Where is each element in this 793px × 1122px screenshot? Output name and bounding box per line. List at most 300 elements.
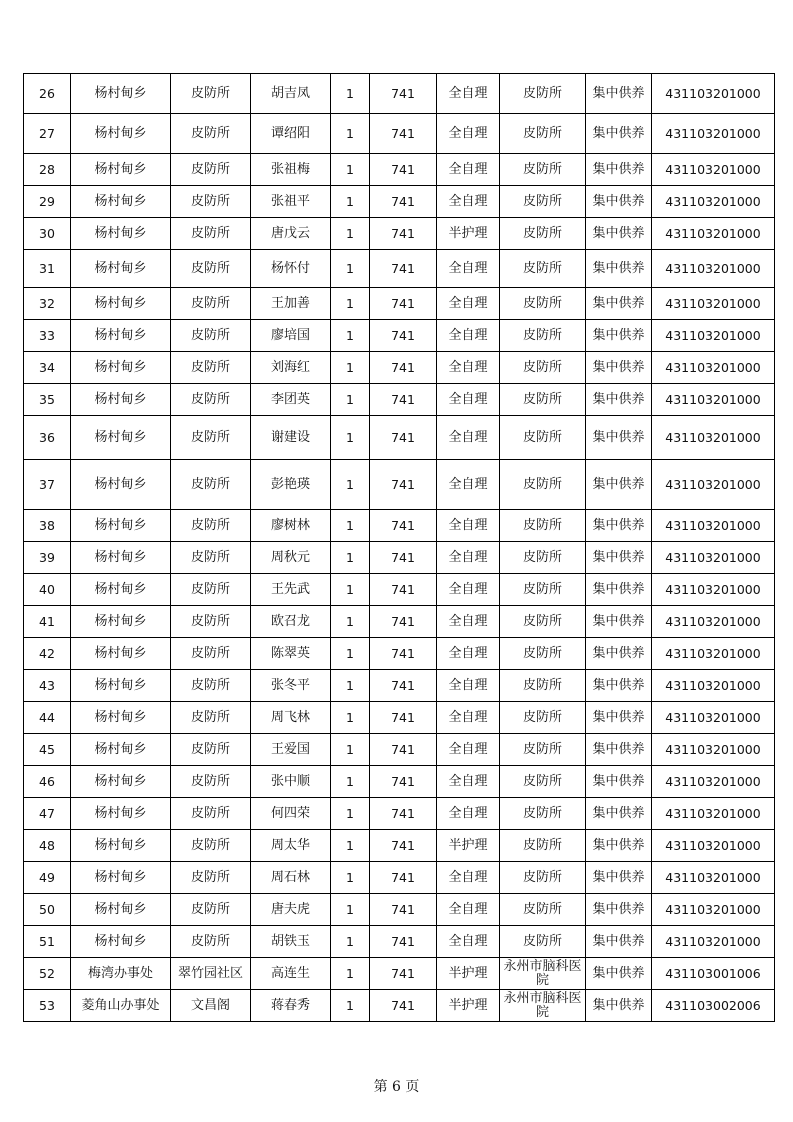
unit-cell: 皮防所 bbox=[171, 542, 251, 574]
amount-cell: 741 bbox=[370, 894, 437, 926]
unit-cell: 皮防所 bbox=[171, 510, 251, 542]
amount-cell: 741 bbox=[370, 154, 437, 186]
amount-cell: 741 bbox=[370, 384, 437, 416]
placement-cell: 皮防所 bbox=[500, 154, 586, 186]
township-cell: 杨村甸乡 bbox=[71, 250, 171, 288]
row-number: 50 bbox=[24, 894, 71, 926]
support-mode-cell: 集中供养 bbox=[586, 352, 652, 384]
township-cell: 杨村甸乡 bbox=[71, 352, 171, 384]
row-number: 51 bbox=[24, 926, 71, 958]
area-code-cell: 431103201000 bbox=[652, 288, 775, 320]
person-name-cell: 廖树林 bbox=[251, 510, 331, 542]
table-row bbox=[24, 606, 775, 638]
table-row bbox=[24, 670, 775, 702]
placement-cell: 皮防所 bbox=[500, 416, 586, 460]
care-level-cell: 全自理 bbox=[437, 74, 500, 114]
amount-cell: 741 bbox=[370, 798, 437, 830]
person-name-cell: 周石林 bbox=[251, 862, 331, 894]
support-mode-cell: 集中供养 bbox=[586, 798, 652, 830]
area-code-cell: 431103201000 bbox=[652, 734, 775, 766]
amount-cell: 741 bbox=[370, 574, 437, 606]
person-name-cell: 杨怀付 bbox=[251, 250, 331, 288]
person-name-cell: 高连生 bbox=[251, 958, 331, 990]
unit-cell: 皮防所 bbox=[171, 320, 251, 352]
row-number: 30 bbox=[24, 218, 71, 250]
count-cell: 1 bbox=[331, 766, 370, 798]
township-cell: 杨村甸乡 bbox=[71, 416, 171, 460]
area-code-cell: 431103201000 bbox=[652, 670, 775, 702]
amount-cell: 741 bbox=[370, 638, 437, 670]
amount-cell: 741 bbox=[370, 990, 437, 1022]
count-cell: 1 bbox=[331, 320, 370, 352]
township-cell: 杨村甸乡 bbox=[71, 734, 171, 766]
table-row bbox=[24, 702, 775, 734]
placement-cell: 皮防所 bbox=[500, 288, 586, 320]
table-row bbox=[24, 734, 775, 766]
person-name-cell: 廖培国 bbox=[251, 320, 331, 352]
table-row bbox=[24, 830, 775, 862]
township-cell: 杨村甸乡 bbox=[71, 670, 171, 702]
area-code-cell: 431103201000 bbox=[652, 542, 775, 574]
person-name-cell: 张中顺 bbox=[251, 766, 331, 798]
count-cell: 1 bbox=[331, 958, 370, 990]
unit-cell: 皮防所 bbox=[171, 638, 251, 670]
placement-cell: 皮防所 bbox=[500, 460, 586, 510]
row-number: 28 bbox=[24, 154, 71, 186]
placement-cell: 皮防所 bbox=[500, 766, 586, 798]
care-level-cell: 全自理 bbox=[437, 250, 500, 288]
person-name-cell: 胡吉凤 bbox=[251, 74, 331, 114]
count-cell: 1 bbox=[331, 416, 370, 460]
care-level-cell: 全自理 bbox=[437, 798, 500, 830]
count-cell: 1 bbox=[331, 218, 370, 250]
row-number: 45 bbox=[24, 734, 71, 766]
row-number: 40 bbox=[24, 574, 71, 606]
care-level-cell: 全自理 bbox=[437, 288, 500, 320]
count-cell: 1 bbox=[331, 574, 370, 606]
table-row bbox=[24, 288, 775, 320]
placement-cell: 皮防所 bbox=[500, 250, 586, 288]
support-mode-cell: 集中供养 bbox=[586, 958, 652, 990]
support-mode-cell: 集中供养 bbox=[586, 218, 652, 250]
table-row bbox=[24, 352, 775, 384]
placement-cell: 皮防所 bbox=[500, 320, 586, 352]
care-level-cell: 全自理 bbox=[437, 862, 500, 894]
count-cell: 1 bbox=[331, 734, 370, 766]
unit-cell: 皮防所 bbox=[171, 574, 251, 606]
area-code-cell: 431103201000 bbox=[652, 416, 775, 460]
unit-cell: 翠竹园社区 bbox=[171, 958, 251, 990]
township-cell: 杨村甸乡 bbox=[71, 510, 171, 542]
amount-cell: 741 bbox=[370, 702, 437, 734]
person-name-cell: 周飞林 bbox=[251, 702, 331, 734]
area-code-cell: 431103001006 bbox=[652, 958, 775, 990]
table-row bbox=[24, 638, 775, 670]
area-code-cell: 431103201000 bbox=[652, 352, 775, 384]
support-mode-cell: 集中供养 bbox=[586, 990, 652, 1022]
placement-cell: 皮防所 bbox=[500, 894, 586, 926]
table-body bbox=[24, 74, 775, 1022]
amount-cell: 741 bbox=[370, 320, 437, 352]
area-code-cell: 431103201000 bbox=[652, 154, 775, 186]
person-name-cell: 胡铁玉 bbox=[251, 926, 331, 958]
table-row bbox=[24, 926, 775, 958]
area-code-cell: 431103201000 bbox=[652, 74, 775, 114]
placement-cell: 永州市脑科医院 bbox=[500, 990, 586, 1022]
care-level-cell: 全自理 bbox=[437, 734, 500, 766]
amount-cell: 741 bbox=[370, 352, 437, 384]
placement-cell: 皮防所 bbox=[500, 114, 586, 154]
table-row bbox=[24, 416, 775, 460]
township-cell: 杨村甸乡 bbox=[71, 74, 171, 114]
township-cell: 杨村甸乡 bbox=[71, 638, 171, 670]
person-name-cell: 刘海红 bbox=[251, 352, 331, 384]
person-name-cell: 王先武 bbox=[251, 574, 331, 606]
township-cell: 杨村甸乡 bbox=[71, 926, 171, 958]
support-mode-cell: 集中供养 bbox=[586, 288, 652, 320]
support-mode-cell: 集中供养 bbox=[586, 114, 652, 154]
amount-cell: 741 bbox=[370, 926, 437, 958]
township-cell: 杨村甸乡 bbox=[71, 830, 171, 862]
unit-cell: 皮防所 bbox=[171, 702, 251, 734]
person-name-cell: 周秋元 bbox=[251, 542, 331, 574]
count-cell: 1 bbox=[331, 862, 370, 894]
support-mode-cell: 集中供养 bbox=[586, 606, 652, 638]
row-number: 53 bbox=[24, 990, 71, 1022]
person-name-cell: 张祖梅 bbox=[251, 154, 331, 186]
count-cell: 1 bbox=[331, 830, 370, 862]
table-row bbox=[24, 460, 775, 510]
count-cell: 1 bbox=[331, 288, 370, 320]
row-number: 47 bbox=[24, 798, 71, 830]
area-code-cell: 431103201000 bbox=[652, 250, 775, 288]
unit-cell: 皮防所 bbox=[171, 670, 251, 702]
amount-cell: 741 bbox=[370, 766, 437, 798]
support-mode-cell: 集中供养 bbox=[586, 702, 652, 734]
support-mode-cell: 集中供养 bbox=[586, 320, 652, 352]
count-cell: 1 bbox=[331, 542, 370, 574]
table-row bbox=[24, 186, 775, 218]
amount-cell: 741 bbox=[370, 958, 437, 990]
placement-cell: 皮防所 bbox=[500, 702, 586, 734]
township-cell: 杨村甸乡 bbox=[71, 460, 171, 510]
person-name-cell: 李团英 bbox=[251, 384, 331, 416]
care-level-cell: 全自理 bbox=[437, 186, 500, 218]
person-name-cell: 谭绍阳 bbox=[251, 114, 331, 154]
area-code-cell: 431103201000 bbox=[652, 798, 775, 830]
page-number: 第 6 页 bbox=[373, 1079, 420, 1095]
amount-cell: 741 bbox=[370, 218, 437, 250]
count-cell: 1 bbox=[331, 670, 370, 702]
row-number: 34 bbox=[24, 352, 71, 384]
placement-cell: 皮防所 bbox=[500, 830, 586, 862]
care-level-cell: 全自理 bbox=[437, 416, 500, 460]
unit-cell: 皮防所 bbox=[171, 74, 251, 114]
row-number: 38 bbox=[24, 510, 71, 542]
count-cell: 1 bbox=[331, 250, 370, 288]
unit-cell: 皮防所 bbox=[171, 460, 251, 510]
care-level-cell: 全自理 bbox=[437, 894, 500, 926]
placement-cell: 皮防所 bbox=[500, 798, 586, 830]
placement-cell: 皮防所 bbox=[500, 862, 586, 894]
area-code-cell: 431103201000 bbox=[652, 320, 775, 352]
area-code-cell: 431103201000 bbox=[652, 114, 775, 154]
placement-cell: 皮防所 bbox=[500, 352, 586, 384]
count-cell: 1 bbox=[331, 114, 370, 154]
row-number: 26 bbox=[24, 74, 71, 114]
care-level-cell: 全自理 bbox=[437, 926, 500, 958]
person-name-cell: 何四荣 bbox=[251, 798, 331, 830]
care-level-cell: 全自理 bbox=[437, 154, 500, 186]
unit-cell: 皮防所 bbox=[171, 384, 251, 416]
table-row bbox=[24, 74, 775, 114]
table-row bbox=[24, 218, 775, 250]
row-number: 46 bbox=[24, 766, 71, 798]
support-mode-cell: 集中供养 bbox=[586, 186, 652, 218]
township-cell: 杨村甸乡 bbox=[71, 798, 171, 830]
placement-cell: 皮防所 bbox=[500, 638, 586, 670]
support-mode-cell: 集中供养 bbox=[586, 638, 652, 670]
support-mode-cell: 集中供养 bbox=[586, 416, 652, 460]
row-number: 43 bbox=[24, 670, 71, 702]
count-cell: 1 bbox=[331, 460, 370, 510]
unit-cell: 皮防所 bbox=[171, 154, 251, 186]
table-row bbox=[24, 250, 775, 288]
area-code-cell: 431103002006 bbox=[652, 990, 775, 1022]
amount-cell: 741 bbox=[370, 114, 437, 154]
unit-cell: 皮防所 bbox=[171, 186, 251, 218]
unit-cell: 皮防所 bbox=[171, 766, 251, 798]
count-cell: 1 bbox=[331, 186, 370, 218]
person-name-cell: 张祖平 bbox=[251, 186, 331, 218]
care-level-cell: 半护理 bbox=[437, 218, 500, 250]
row-number: 37 bbox=[24, 460, 71, 510]
care-level-cell: 半护理 bbox=[437, 958, 500, 990]
area-code-cell: 431103201000 bbox=[652, 384, 775, 416]
unit-cell: 皮防所 bbox=[171, 352, 251, 384]
amount-cell: 741 bbox=[370, 606, 437, 638]
count-cell: 1 bbox=[331, 926, 370, 958]
row-number: 31 bbox=[24, 250, 71, 288]
care-level-cell: 全自理 bbox=[437, 766, 500, 798]
support-mode-cell: 集中供养 bbox=[586, 384, 652, 416]
township-cell: 杨村甸乡 bbox=[71, 384, 171, 416]
amount-cell: 741 bbox=[370, 830, 437, 862]
area-code-cell: 431103201000 bbox=[652, 606, 775, 638]
person-name-cell: 彭艳瑛 bbox=[251, 460, 331, 510]
care-level-cell: 全自理 bbox=[437, 574, 500, 606]
township-cell: 杨村甸乡 bbox=[71, 606, 171, 638]
unit-cell: 皮防所 bbox=[171, 894, 251, 926]
amount-cell: 741 bbox=[370, 542, 437, 574]
amount-cell: 741 bbox=[370, 250, 437, 288]
support-mode-cell: 集中供养 bbox=[586, 894, 652, 926]
unit-cell: 文昌阁 bbox=[171, 990, 251, 1022]
support-mode-cell: 集中供养 bbox=[586, 74, 652, 114]
unit-cell: 皮防所 bbox=[171, 862, 251, 894]
row-number: 33 bbox=[24, 320, 71, 352]
area-code-cell: 431103201000 bbox=[652, 638, 775, 670]
placement-cell: 皮防所 bbox=[500, 218, 586, 250]
count-cell: 1 bbox=[331, 384, 370, 416]
area-code-cell: 431103201000 bbox=[652, 926, 775, 958]
area-code-cell: 431103201000 bbox=[652, 510, 775, 542]
table-row bbox=[24, 114, 775, 154]
support-mode-cell: 集中供养 bbox=[586, 542, 652, 574]
township-cell: 杨村甸乡 bbox=[71, 766, 171, 798]
count-cell: 1 bbox=[331, 352, 370, 384]
person-name-cell: 王爱国 bbox=[251, 734, 331, 766]
row-number: 42 bbox=[24, 638, 71, 670]
placement-cell: 皮防所 bbox=[500, 734, 586, 766]
table-row bbox=[24, 990, 775, 1022]
area-code-cell: 431103201000 bbox=[652, 574, 775, 606]
table-row bbox=[24, 766, 775, 798]
care-level-cell: 半护理 bbox=[437, 990, 500, 1022]
care-level-cell: 全自理 bbox=[437, 320, 500, 352]
care-level-cell: 半护理 bbox=[437, 830, 500, 862]
row-number: 49 bbox=[24, 862, 71, 894]
row-number: 27 bbox=[24, 114, 71, 154]
support-mode-cell: 集中供养 bbox=[586, 830, 652, 862]
support-mode-cell: 集中供养 bbox=[586, 734, 652, 766]
unit-cell: 皮防所 bbox=[171, 114, 251, 154]
area-code-cell: 431103201000 bbox=[652, 830, 775, 862]
area-code-cell: 431103201000 bbox=[652, 218, 775, 250]
row-number: 41 bbox=[24, 606, 71, 638]
amount-cell: 741 bbox=[370, 734, 437, 766]
count-cell: 1 bbox=[331, 606, 370, 638]
area-code-cell: 431103201000 bbox=[652, 862, 775, 894]
placement-cell: 皮防所 bbox=[500, 670, 586, 702]
support-mode-cell: 集中供养 bbox=[586, 460, 652, 510]
table-row bbox=[24, 384, 775, 416]
amount-cell: 741 bbox=[370, 460, 437, 510]
unit-cell: 皮防所 bbox=[171, 926, 251, 958]
table-row bbox=[24, 862, 775, 894]
support-mode-cell: 集中供养 bbox=[586, 510, 652, 542]
care-level-cell: 全自理 bbox=[437, 670, 500, 702]
amount-cell: 741 bbox=[370, 74, 437, 114]
support-mode-cell: 集中供养 bbox=[586, 574, 652, 606]
township-cell: 杨村甸乡 bbox=[71, 114, 171, 154]
person-name-cell: 唐戊云 bbox=[251, 218, 331, 250]
placement-cell: 皮防所 bbox=[500, 606, 586, 638]
table-row bbox=[24, 894, 775, 926]
records-table bbox=[23, 73, 775, 1022]
amount-cell: 741 bbox=[370, 670, 437, 702]
unit-cell: 皮防所 bbox=[171, 830, 251, 862]
person-name-cell: 蒋春秀 bbox=[251, 990, 331, 1022]
township-cell: 杨村甸乡 bbox=[71, 288, 171, 320]
person-name-cell: 唐夫虎 bbox=[251, 894, 331, 926]
care-level-cell: 全自理 bbox=[437, 352, 500, 384]
person-name-cell: 张冬平 bbox=[251, 670, 331, 702]
placement-cell: 皮防所 bbox=[500, 926, 586, 958]
person-name-cell: 王加善 bbox=[251, 288, 331, 320]
table-row bbox=[24, 798, 775, 830]
placement-cell: 皮防所 bbox=[500, 384, 586, 416]
support-mode-cell: 集中供养 bbox=[586, 670, 652, 702]
person-name-cell: 陈翠英 bbox=[251, 638, 331, 670]
township-cell: 杨村甸乡 bbox=[71, 542, 171, 574]
count-cell: 1 bbox=[331, 990, 370, 1022]
table-row bbox=[24, 320, 775, 352]
table-row bbox=[24, 574, 775, 606]
unit-cell: 皮防所 bbox=[171, 250, 251, 288]
unit-cell: 皮防所 bbox=[171, 734, 251, 766]
count-cell: 1 bbox=[331, 798, 370, 830]
count-cell: 1 bbox=[331, 702, 370, 734]
area-code-cell: 431103201000 bbox=[652, 186, 775, 218]
care-level-cell: 全自理 bbox=[437, 114, 500, 154]
row-number: 35 bbox=[24, 384, 71, 416]
township-cell: 杨村甸乡 bbox=[71, 154, 171, 186]
township-cell: 杨村甸乡 bbox=[71, 702, 171, 734]
unit-cell: 皮防所 bbox=[171, 798, 251, 830]
count-cell: 1 bbox=[331, 154, 370, 186]
support-mode-cell: 集中供养 bbox=[586, 766, 652, 798]
table-row bbox=[24, 542, 775, 574]
area-code-cell: 431103201000 bbox=[652, 894, 775, 926]
amount-cell: 741 bbox=[370, 186, 437, 218]
table-row bbox=[24, 510, 775, 542]
placement-cell: 皮防所 bbox=[500, 542, 586, 574]
support-mode-cell: 集中供养 bbox=[586, 926, 652, 958]
unit-cell: 皮防所 bbox=[171, 288, 251, 320]
area-code-cell: 431103201000 bbox=[652, 460, 775, 510]
count-cell: 1 bbox=[331, 894, 370, 926]
placement-cell: 皮防所 bbox=[500, 186, 586, 218]
care-level-cell: 全自理 bbox=[437, 702, 500, 734]
care-level-cell: 全自理 bbox=[437, 460, 500, 510]
unit-cell: 皮防所 bbox=[171, 606, 251, 638]
area-code-cell: 431103201000 bbox=[652, 766, 775, 798]
placement-cell: 永州市脑科医院 bbox=[500, 958, 586, 990]
township-cell: 杨村甸乡 bbox=[71, 574, 171, 606]
support-mode-cell: 集中供养 bbox=[586, 154, 652, 186]
placement-cell: 皮防所 bbox=[500, 510, 586, 542]
count-cell: 1 bbox=[331, 638, 370, 670]
table-row bbox=[24, 154, 775, 186]
care-level-cell: 全自理 bbox=[437, 542, 500, 574]
count-cell: 1 bbox=[331, 74, 370, 114]
area-code-cell: 431103201000 bbox=[652, 702, 775, 734]
township-cell: 杨村甸乡 bbox=[71, 320, 171, 352]
support-mode-cell: 集中供养 bbox=[586, 862, 652, 894]
count-cell: 1 bbox=[331, 510, 370, 542]
row-number: 36 bbox=[24, 416, 71, 460]
care-level-cell: 全自理 bbox=[437, 606, 500, 638]
row-number: 39 bbox=[24, 542, 71, 574]
row-number: 29 bbox=[24, 186, 71, 218]
unit-cell: 皮防所 bbox=[171, 218, 251, 250]
person-name-cell: 谢建设 bbox=[251, 416, 331, 460]
support-mode-cell: 集中供养 bbox=[586, 250, 652, 288]
amount-cell: 741 bbox=[370, 288, 437, 320]
unit-cell: 皮防所 bbox=[171, 416, 251, 460]
township-cell: 杨村甸乡 bbox=[71, 894, 171, 926]
row-number: 44 bbox=[24, 702, 71, 734]
care-level-cell: 全自理 bbox=[437, 510, 500, 542]
township-cell: 菱角山办事处 bbox=[71, 990, 171, 1022]
row-number: 32 bbox=[24, 288, 71, 320]
person-name-cell: 欧召龙 bbox=[251, 606, 331, 638]
township-cell: 杨村甸乡 bbox=[71, 186, 171, 218]
person-name-cell: 周太华 bbox=[251, 830, 331, 862]
care-level-cell: 全自理 bbox=[437, 638, 500, 670]
amount-cell: 741 bbox=[370, 416, 437, 460]
